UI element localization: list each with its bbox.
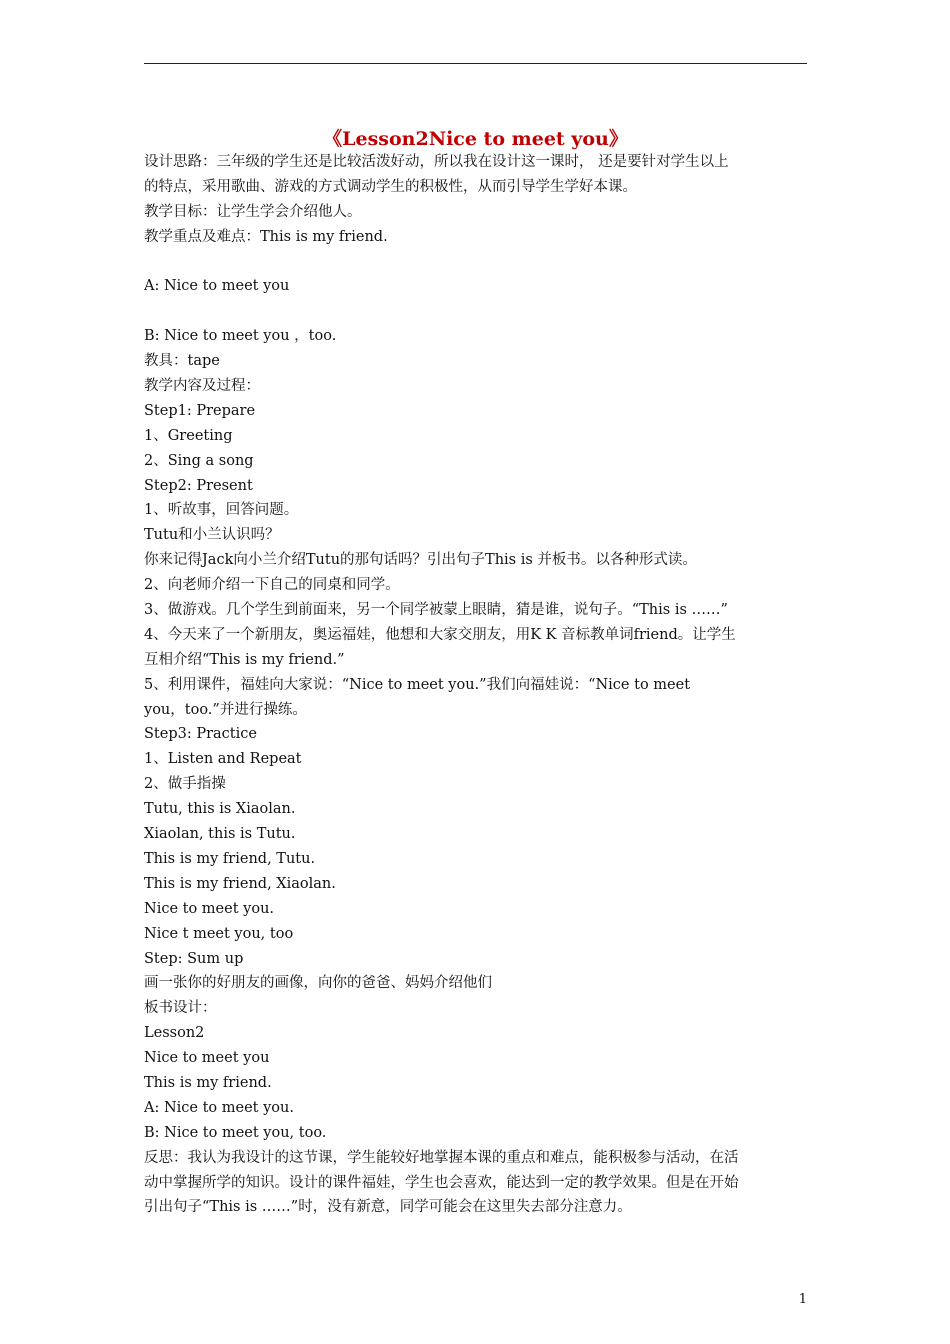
text-line: 动中掌握所学的知识。设计的课件福娃，学生也会喜欢，能达到一定的教学效果。但是在开始 xyxy=(144,1174,739,1191)
text-line: 教具：tape xyxy=(144,353,220,370)
text-line: 画一张你的好朋友的画像，向你的爸爸、妈妈介绍他们 xyxy=(144,975,492,992)
document-title: 《Lesson2Nice to meet you》 xyxy=(323,128,628,150)
text-line: This is my friend, Tutu. xyxy=(144,850,316,867)
text-line: you，too.”并进行操练。 xyxy=(144,701,307,718)
text-line: 引出句子“This is ……”时，没有新意，同学可能会在这里失去部分注意力。 xyxy=(144,1199,632,1216)
text-line: This is my friend. xyxy=(144,1074,272,1091)
text-line: 的特点，采用歌曲、游戏的方式调动学生的积极性，从而引导学生学好本课。 xyxy=(144,178,637,195)
document-body xyxy=(144,150,807,1220)
text-line: Xiaolan, this is Tutu. xyxy=(144,826,296,843)
text-line: 1、听故事，回答问题。 xyxy=(144,502,299,519)
text-line: Nice t meet you, too xyxy=(144,925,294,942)
text-line: Lesson2 xyxy=(144,1025,205,1042)
text-line: 4、今天来了一个新朋友，奥运福娃，他想和大家交朋友，用K K 音标教单词friend。让学生 xyxy=(144,626,736,643)
text-line: This is my friend, Xiaolan. xyxy=(144,875,336,892)
blank-line xyxy=(144,250,807,275)
text-line: Step3: Practice xyxy=(144,726,257,743)
text-line: Tutu, this is Xiaolan. xyxy=(144,801,296,818)
text-line: 教学目标：让学生学会介绍他人。 xyxy=(144,203,362,220)
header-rule xyxy=(144,63,807,64)
text-line: 2、做手指操 xyxy=(144,776,226,793)
page-number: 1 xyxy=(798,1292,807,1307)
text-line: Step2: Present xyxy=(144,477,253,494)
text-line: B: Nice to meet you ，too. xyxy=(144,328,337,345)
text-line: Step1: Prepare xyxy=(144,402,256,419)
text-line: 1、Greeting xyxy=(144,427,233,444)
text-line: Tutu和小兰认识吗？ xyxy=(144,527,280,544)
text-line: 互相介绍“This is my friend.” xyxy=(144,651,345,668)
text-line: A: Nice to meet you xyxy=(144,278,290,295)
text-line: 教学重点及难点：This is my friend. xyxy=(144,228,388,245)
text-line: A: Nice to meet you. xyxy=(144,1099,294,1116)
text-line: 2、向老师介绍一下自己的同桌和同学。 xyxy=(144,577,400,594)
text-line: 你来记得Jack向小兰介绍Tutu的那句话吗？引出句子This is 并板书。以各种形式读。 xyxy=(144,552,697,569)
text-line: 板书设计： xyxy=(144,1000,217,1017)
text-line: 教学内容及过程： xyxy=(144,378,260,395)
text-line: 5、利用课件，福娃向大家说：“Nice to meet you.”我们向福娃说：“Nice to meet xyxy=(144,676,691,693)
text-line: Nice to meet you. xyxy=(144,900,275,917)
text-line: 3、做游戏。几个学生到前面来，另一个同学被蒙上眼睛，猜是谁，说句子。“This is ……” xyxy=(144,602,728,619)
text-line: 反思：我认为我设计的这节课，学生能较好地掌握本课的重点和难点，能积极参与活动，在活 xyxy=(144,1149,739,1166)
text-line: Nice to meet you xyxy=(144,1050,270,1067)
text-line: 2、Sing a song xyxy=(144,452,254,469)
text-line: 1、Listen and Repeat xyxy=(144,751,302,768)
text-line: B: Nice to meet you, too. xyxy=(144,1124,327,1141)
blank-line xyxy=(144,299,807,324)
text-line: 设计思路：三年级的学生还是比较活泼好动，所以我在设计这一课时， 还是要针对学生以上 xyxy=(144,154,729,170)
text-line: Step: Sum up xyxy=(144,950,244,967)
